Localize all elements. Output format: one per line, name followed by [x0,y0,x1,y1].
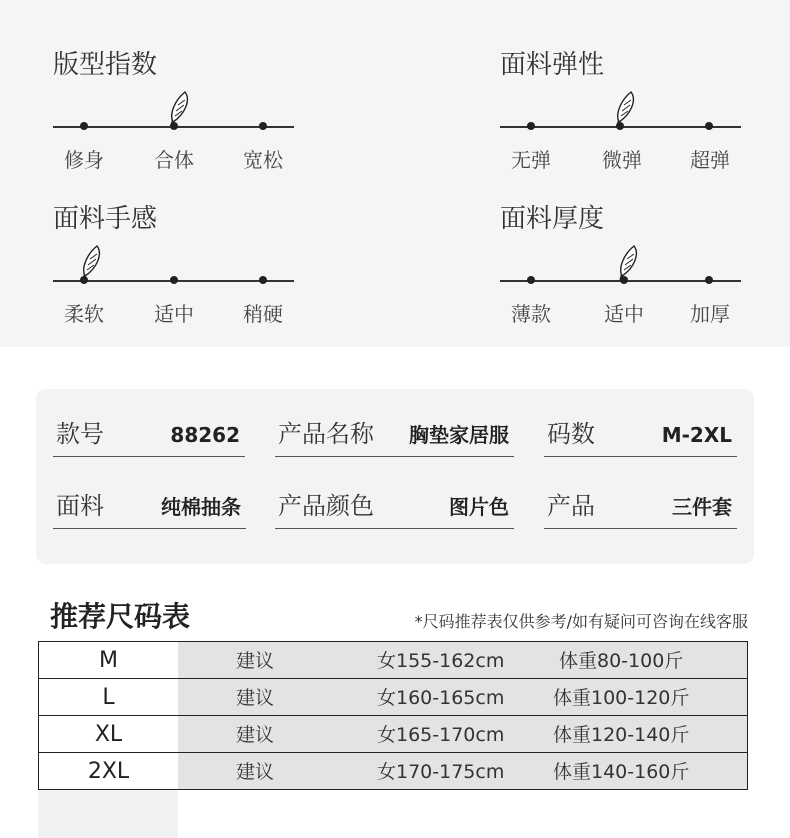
scale-dot [170,276,178,284]
product-info-card [36,389,754,564]
height-cell: 女170-175cm [377,761,505,783]
table-row [38,753,748,790]
scale-dot [527,122,535,130]
info-product-set [544,489,737,529]
scale-dot [259,276,267,284]
advice-cell: 建议 [236,761,275,783]
fit-index-metric [53,50,313,190]
divider [53,528,246,529]
scale-label-high: 宽松 [243,148,283,172]
divider [275,528,514,529]
info-label: 产品 [547,492,595,520]
fabric-elasticity-metric [500,50,760,190]
height-cell: 女165-170cm [377,724,505,746]
scale-label-low: 薄款 [511,302,551,326]
info-value: 胸垫家居服 [409,423,509,447]
info-label: 款号 [56,420,104,448]
info-value: 纯棉抽条 [161,495,241,519]
info-label: 产品颜色 [278,492,374,520]
scale-label-low: 修身 [64,148,104,172]
advice-cell: 建议 [236,650,275,672]
scale-dot [705,122,713,130]
feather-icon [611,90,637,128]
metric-title: 面料手感 [53,204,158,234]
feather-icon [614,244,640,282]
fabric-hand-feel-metric [53,204,313,344]
table-row [38,642,748,679]
weight-cell: 体重100-120斤 [553,687,690,709]
bottom-strip [38,790,178,838]
weight-cell: 体重80-100斤 [559,650,684,672]
scale-label-mid: 合体 [154,148,194,172]
scale-label-mid: 微弹 [602,148,642,172]
metric-title: 面料厚度 [500,204,605,234]
size-cell: L [39,679,178,715]
advice-cell: 建议 [236,687,275,709]
scale-dot [259,122,267,130]
feather-icon [77,244,103,282]
divider [53,456,245,457]
size-cell: M [39,642,178,678]
height-cell: 女155-162cm [377,650,505,672]
info-value: 图片色 [449,495,509,519]
scale-label-high: 稍硬 [243,302,283,326]
table-row [38,716,748,753]
info-label: 码数 [547,420,595,448]
info-sizes [544,417,737,457]
weight-cell: 体重140-160斤 [553,761,690,783]
table-row [38,679,748,716]
scale-dot [80,122,88,130]
feather-icon [165,90,191,128]
info-label: 面料 [56,492,104,520]
metric-title: 面料弹性 [500,50,605,80]
divider [275,456,514,457]
divider [544,456,737,457]
scale-label-mid: 适中 [154,302,194,326]
metric-title: 版型指数 [53,50,158,80]
info-value: M-2XL [661,423,732,447]
scale-label-low: 无弹 [511,148,551,172]
scale-label-high: 加厚 [690,302,730,326]
size-chart-table [38,641,748,790]
divider [544,528,737,529]
fabric-index-panel [0,0,790,347]
advice-cell: 建议 [236,724,275,746]
info-product-color [275,489,514,529]
size-chart-note: *尺码推荐表仅供参考/如有疑问可咨询在线客服 [414,612,748,631]
scale-dot [705,276,713,284]
info-value: 三件套 [672,495,732,519]
info-product-name [275,417,514,457]
info-value: 88262 [170,423,240,447]
size-chart-title: 推荐尺码表 [50,600,191,633]
height-cell: 女160-165cm [377,687,505,709]
weight-cell: 体重120-140斤 [553,724,690,746]
fabric-thickness-metric [500,204,760,344]
size-cell: XL [39,716,178,752]
info-label: 产品名称 [278,420,374,448]
info-style-number [53,417,245,457]
info-fabric [53,489,246,529]
scale-label-high: 超弹 [690,148,730,172]
scale-label-mid: 适中 [604,302,644,326]
scale-label-low: 柔软 [64,302,104,326]
scale-dot [527,276,535,284]
size-cell: 2XL [39,753,178,789]
